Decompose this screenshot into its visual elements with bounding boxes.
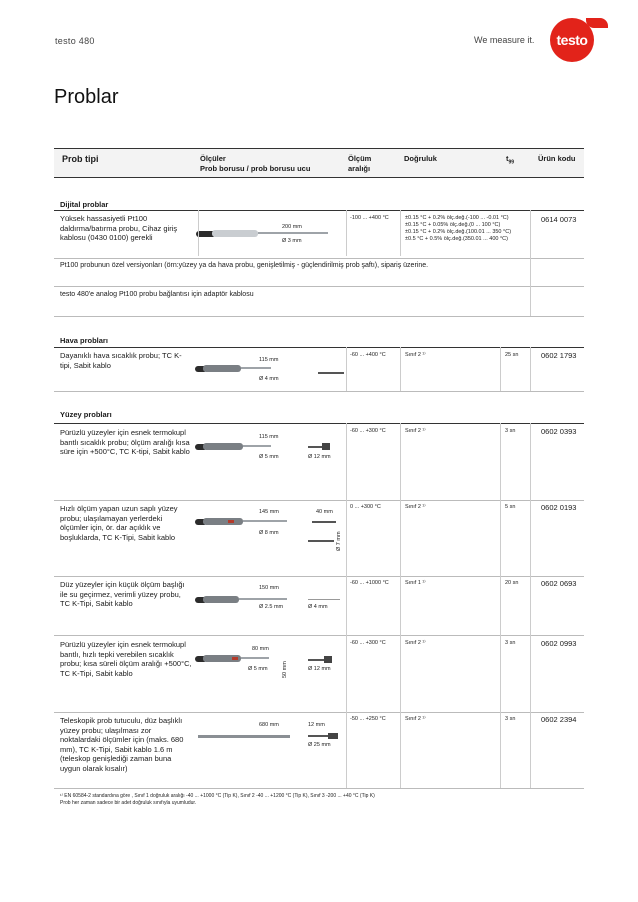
col-accuracy: Doğruluk — [404, 154, 437, 163]
accuracy: Sınıf 2 ¹⁾ — [405, 504, 426, 510]
range: -60 ... +1000 °C — [350, 580, 389, 586]
col-divider — [530, 423, 531, 788]
dim-diameter: Ø 8 mm — [259, 530, 279, 536]
probe-description: Düz yüzeyler için küçük ölçüm başlığı ile su geçirmez, verimli yüzey probu, TC K-Tipi, Sabit kablo — [60, 580, 185, 608]
dim-length: 680 mm — [259, 722, 279, 728]
probe-description: Yüksek hassasiyetli Pt100 daldırma/batırma probu, Cihaz giriş kablosu (0430 0100) gerekli — [60, 214, 178, 242]
col-range: Ölçüm aralığı — [348, 154, 372, 173]
dim-diameter-tip: Ø 25 mm — [308, 742, 331, 748]
dim-diameter-tip: Ø 7 mm — [336, 531, 342, 551]
t99: 3 sn — [505, 640, 516, 646]
dim-length: 200 mm — [282, 224, 302, 230]
dim-diameter: Ø 5 mm — [259, 454, 279, 460]
dim-length-tip: 40 mm — [316, 509, 333, 515]
col-dimensions: Ölçüler Prob borusu / prob borusu ucu — [200, 154, 311, 173]
product-code: 0602 0693 — [541, 579, 577, 588]
col-divider — [346, 210, 347, 256]
col-divider — [198, 210, 199, 256]
divider — [54, 712, 584, 713]
range: -50 ... +250 °C — [350, 716, 386, 722]
product-code: 0602 0993 — [541, 639, 577, 648]
table-header — [54, 148, 584, 178]
divider — [54, 391, 584, 392]
probe-description: Teleskopik prob tutuculu, düz başlıklı yüzey probu; ulaşılması zor noktalardaki ölçümler için (maks. 680 mm), TC K-Tipi, Sabit kablo 1.6 m (teleskop genişlediği zaman buna uygun olarak kısalır) — [60, 716, 184, 773]
accuracy: Sınıf 2 ¹⁾ — [405, 352, 426, 358]
col-divider — [530, 347, 531, 391]
range: -100 ... +400 °C — [350, 215, 389, 221]
dim-length: 115 mm — [259, 357, 279, 363]
dim-length-tip: 12 mm — [308, 722, 325, 728]
note-adapter-cable: testo 480'e analog Pt100 probu bağlantısı için adaptör kablosu — [60, 291, 254, 298]
t99: 5 sn — [505, 504, 516, 510]
accuracy: Sınıf 1 ¹⁾ — [405, 580, 426, 586]
dim-length: 80 mm — [252, 646, 269, 652]
t99: 20 sn — [505, 580, 519, 586]
product-code: 0602 1793 — [541, 351, 577, 360]
range: -60 ... +400 °C — [350, 352, 386, 358]
col-probe-type: Prob tipi — [62, 154, 99, 164]
divider — [54, 635, 584, 636]
dim-diameter-tip: Ø 12 mm — [308, 666, 331, 672]
accuracy: Sınıf 2 ¹⁾ — [405, 640, 426, 646]
col-divider — [400, 347, 401, 391]
dim-diameter-tip: Ø 4 mm — [308, 604, 328, 610]
dim-diameter: Ø 5 mm — [248, 666, 268, 672]
product-code: 0614 0073 — [541, 215, 577, 224]
dim-length: 115 mm — [259, 434, 279, 440]
divider — [54, 423, 584, 424]
range: 0 ... +300 °C — [350, 504, 381, 510]
probe-description: Dayanıklı hava sıcaklık probu; TC K-tipi, Sabit kablo — [60, 351, 182, 370]
probe-description: Pürüzlü yüzeyler için esnek termokupl bantlı, hızlı tepki verebilen sıcaklık probu; kısa süreli ölçüm aralığı +500°C, TC K-Tipi, Sabit kablo — [60, 640, 192, 678]
dim-diameter: Ø 4 mm — [259, 376, 279, 382]
product-code: 0602 0393 — [541, 427, 577, 436]
col-divider — [500, 347, 501, 391]
col-divider — [346, 423, 347, 788]
t99: 3 sn — [505, 716, 516, 722]
col-divider — [400, 423, 401, 788]
col-divider — [530, 210, 531, 316]
accuracy: Sınıf 2 ¹⁾ — [405, 716, 426, 722]
product-code: 0602 2394 — [541, 715, 577, 724]
divider — [54, 788, 584, 789]
col-t99: $t_{99}$ — [506, 154, 515, 166]
divider — [54, 210, 584, 211]
section-air: Hava probları — [60, 336, 108, 345]
divider — [54, 286, 584, 287]
col-divider — [500, 423, 501, 788]
dim-diameter: Ø 3 mm — [282, 238, 302, 244]
product-code: 0602 0193 — [541, 503, 577, 512]
divider — [54, 347, 584, 348]
divider — [54, 576, 584, 577]
page-title: Problar — [54, 86, 119, 108]
range: -60 ... +300 °C — [350, 640, 386, 646]
divider — [54, 316, 584, 317]
range: -60 ... +300 °C — [350, 428, 386, 434]
section-digital: Dijital problar — [60, 200, 109, 209]
col-code: Ürün kodu — [538, 154, 576, 163]
product-name: testo 480 — [55, 36, 95, 46]
testo-logo: testo — [550, 18, 594, 62]
footnote: Prob her zaman sadece bir adet doğruluk sınıfıyla uyumludur. — [60, 800, 197, 806]
t99: 3 sn — [505, 428, 516, 434]
accuracy: ±0.15 °C + 0.2% ölç.değ.(-100 ... -0.01 °C) ±0.15 °C + 0.05% ölç.değ.(0 ... 100 °C) ±0.15 °C + 0.2% ölç.değ.(100.01 ... 350 °C) ±0.5 °C + 0.5% ölç.değ.(350.01 ... 400 °C) — [405, 215, 512, 242]
dim-diameter: Ø 2.5 mm — [259, 604, 284, 610]
divider — [54, 500, 584, 501]
tagline: We measure it. — [474, 35, 535, 45]
col-divider — [346, 347, 347, 391]
col-divider — [400, 210, 401, 256]
accuracy: Sınıf 2 ¹⁾ — [405, 428, 426, 434]
dim-length: 145 mm — [259, 509, 279, 515]
probe-description: Pürüzlü yüzeyler için esnek termokupl bantlı sıcaklık probu; ölçüm aralığı kısa süre için +500°C, TC K-tipi, Sabit kablo — [60, 428, 190, 456]
dim-length-tip: 50 mm — [282, 661, 288, 678]
note-special-versions: Pt100 probunun özel versiyonları (örn:yüzey ya da hava probu, genişletilmiş - güçlendirilmiş prob şaftı), sipariş üzerine. — [60, 262, 429, 269]
divider — [54, 258, 584, 259]
section-surface: Yüzey probları — [60, 410, 112, 419]
probe-description: Hızlı ölçüm yapan uzun saplı yüzey probu; ulaşılamayan yerlerdeki ölçümler için, ör. dar açıklık ve boşluklarda, TC K-Tipi, Sabit kablo — [60, 504, 178, 542]
footnote: ¹⁾ EN 60584-2 standardına göre , Sınıf 1 doğruluk aralığı -40 ... +1000 °C (Tip K), Sınıf 2 -40 ... +1200 °C (Tip K), Sınıf 3 -200 ... +40 °C (Tip K) — [60, 793, 375, 799]
dim-diameter-tip: Ø 12 mm — [308, 454, 331, 460]
t99: 25 sn — [505, 352, 519, 358]
dim-length: 150 mm — [259, 585, 279, 591]
